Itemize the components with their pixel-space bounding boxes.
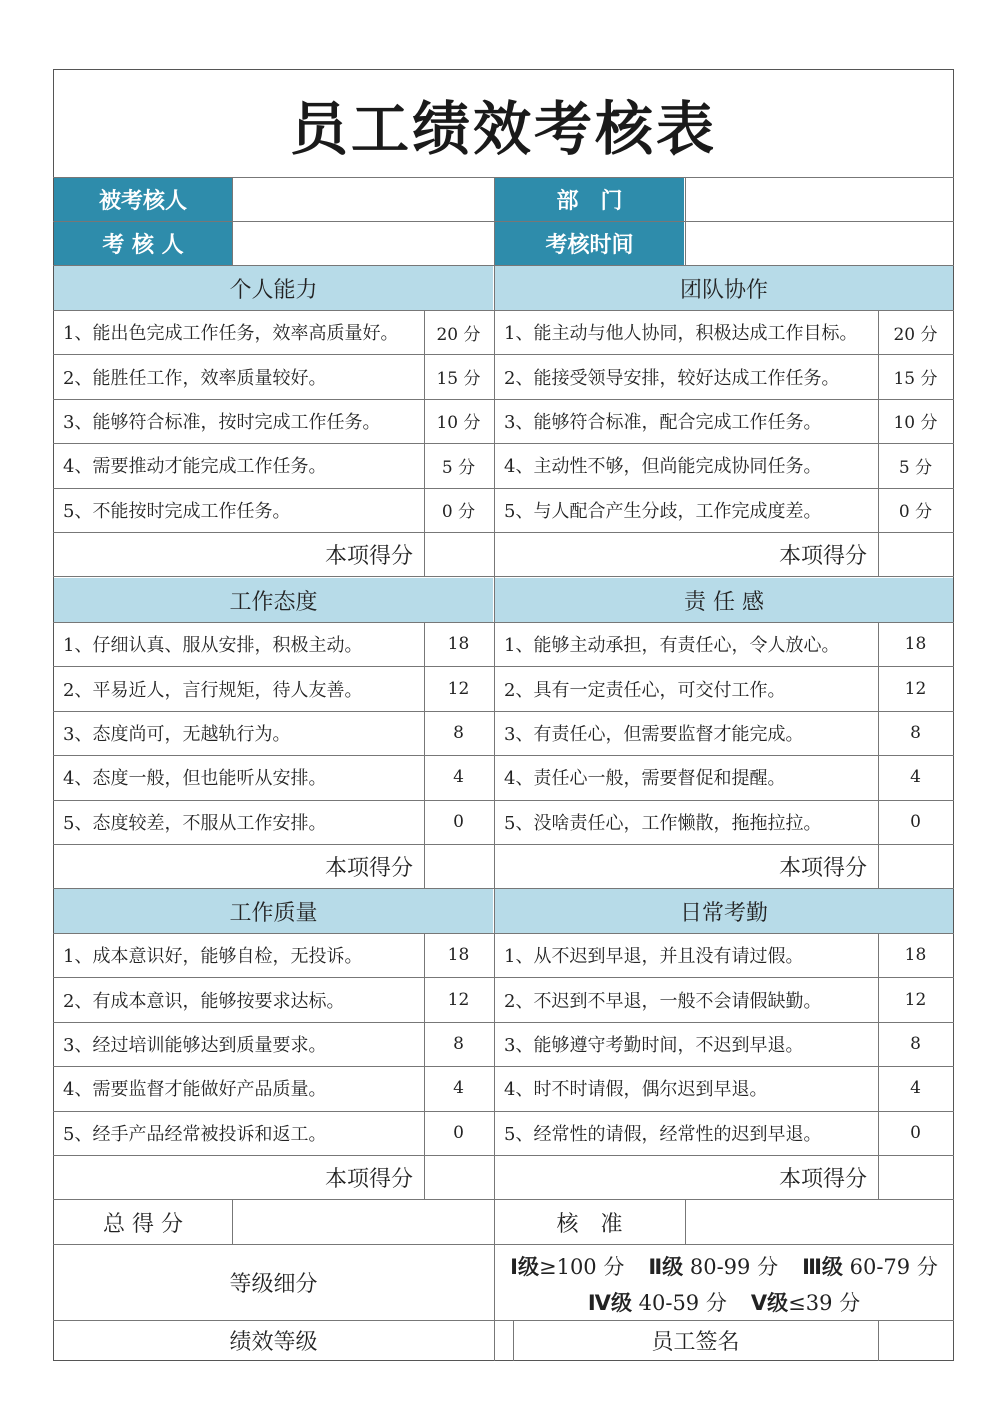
- row-divider: [53, 622, 954, 623]
- column-divider: [878, 310, 879, 576]
- criteria-score: 5 分: [441, 457, 476, 478]
- row-divider: [53, 221, 954, 222]
- reviewee-label: 被考核人: [54, 178, 232, 221]
- row-divider: [53, 1111, 954, 1112]
- approval-input[interactable]: [686, 1200, 953, 1244]
- subtotal-score-input[interactable]: [424, 532, 493, 576]
- criteria-item: 2、不迟到不早退，一般不会请假缺勤。: [504, 990, 822, 1012]
- grade-breakdown-label: 等级细分: [229, 1271, 318, 1297]
- criteria-score: 10 分: [893, 413, 938, 434]
- criteria-item: 1、仔细认真、服从安排，积极主动。: [63, 635, 363, 657]
- row-divider: [53, 399, 954, 400]
- row-divider: [53, 711, 954, 712]
- employee-signature-input[interactable]: [878, 1320, 953, 1361]
- column-divider: [232, 1200, 233, 1244]
- column-divider: [513, 1320, 514, 1361]
- criteria-score: 0 分: [441, 502, 476, 523]
- criteria-score: 18: [447, 945, 470, 966]
- criteria-score: 18: [904, 945, 927, 966]
- reviewer-label: 考 核 人: [54, 222, 232, 265]
- criteria-item: 1、能出色完成工作任务，效率高质量好。: [63, 323, 399, 345]
- criteria-item: 1、从不迟到早退，并且没有请过假。: [504, 946, 804, 968]
- row-divider: [53, 1066, 954, 1067]
- criteria-score: 20 分: [893, 324, 938, 345]
- criteria-score: 10 分: [436, 413, 481, 434]
- criteria-item: 5、与人配合产生分歧，工作完成度差。: [504, 500, 822, 522]
- approval-label: 核 准: [556, 1211, 623, 1237]
- section-header: 责 任 感: [495, 578, 953, 622]
- review-time-input[interactable]: [686, 222, 953, 265]
- criteria-item: 4、需要推动才能完成工作任务。: [63, 456, 327, 478]
- column-divider: [494, 177, 495, 1361]
- criteria-item: 4、态度一般，但也能听从安排。: [63, 768, 327, 790]
- column-divider: [424, 933, 425, 1199]
- grade-4: Ⅳ级 40-59 分: [587, 1291, 727, 1315]
- criteria-score: 12: [904, 678, 927, 699]
- subtotal-label: 本项得分: [324, 855, 413, 881]
- row-divider: [53, 354, 954, 355]
- grade-2: Ⅱ级 80-99 分: [648, 1255, 779, 1279]
- criteria-item: 5、经手产品经常被投诉和返工。: [63, 1123, 327, 1145]
- row-divider: [53, 265, 954, 266]
- criteria-item: 2、能接受领导安排，较好达成工作任务。: [504, 367, 840, 389]
- subtotal-score-input[interactable]: [878, 844, 953, 888]
- page-title: 员工绩效考核表: [289, 95, 717, 163]
- criteria-item: 3、能够遵守考勤时间，不迟到早退。: [504, 1034, 804, 1056]
- subtotal-score-input[interactable]: [424, 1155, 493, 1199]
- department-input[interactable]: [686, 178, 953, 221]
- row-divider: [53, 532, 954, 533]
- row-divider: [53, 844, 954, 845]
- criteria-score: 18: [904, 634, 927, 655]
- criteria-score: 4: [453, 767, 464, 788]
- row-divider: [53, 666, 954, 667]
- row-divider: [53, 488, 954, 489]
- section-header: 团队协作: [495, 266, 953, 310]
- criteria-item: 2、具有一定责任心，可交付工作。: [504, 679, 786, 701]
- row-divider: [53, 1320, 954, 1321]
- criteria-score: 15 分: [436, 369, 481, 390]
- row-divider: [53, 443, 954, 444]
- employee-signature-label: 员工签名: [651, 1330, 740, 1355]
- section-header: 工作质量: [54, 889, 493, 933]
- criteria-score: 4: [453, 1078, 464, 1099]
- department-label: 部 门: [495, 178, 684, 221]
- review-time-label: 考核时间: [495, 222, 684, 265]
- criteria-score: 18: [447, 634, 470, 655]
- column-divider: [685, 1200, 686, 1244]
- criteria-score: 12: [904, 989, 927, 1010]
- row-divider: [53, 1199, 954, 1200]
- criteria-item: 4、责任心一般，需要督促和提醒。: [504, 768, 786, 790]
- grade-line-1: [495, 1248, 953, 1284]
- criteria-item: 5、经常性的请假，经常性的迟到早退。: [504, 1123, 822, 1145]
- criteria-score: 8: [453, 722, 464, 743]
- grade-1: Ⅰ级≥100 分: [510, 1255, 625, 1279]
- grade-line-2: [495, 1284, 953, 1320]
- subtotal-label: 本项得分: [778, 1166, 867, 1192]
- column-divider: [424, 310, 425, 576]
- column-divider: [232, 177, 233, 265]
- row-divider: [53, 310, 954, 311]
- criteria-item: 2、平易近人，言行规矩，待人友善。: [63, 679, 363, 701]
- criteria-score: 0: [910, 1122, 921, 1143]
- criteria-score: 8: [910, 1033, 921, 1054]
- row-divider: [53, 576, 954, 577]
- criteria-score: 0: [453, 1122, 464, 1143]
- criteria-item: 4、需要监督才能做好产品质量。: [63, 1079, 327, 1101]
- row-divider: [53, 888, 954, 889]
- subtotal-score-input[interactable]: [878, 532, 953, 576]
- performance-grade-input[interactable]: [495, 1320, 513, 1361]
- subtotal-label: 本项得分: [778, 543, 867, 569]
- section-header: 个人能力: [54, 266, 493, 310]
- section-header: 工作态度: [54, 578, 493, 622]
- row-divider: [53, 177, 954, 178]
- total-score-input[interactable]: [233, 1200, 493, 1244]
- criteria-score: 5 分: [898, 457, 933, 478]
- criteria-score: 4: [910, 767, 921, 788]
- criteria-item: 4、主动性不够，但尚能完成协同任务。: [504, 456, 822, 478]
- column-divider: [424, 622, 425, 888]
- criteria-item: 3、能够符合标准，按时完成工作任务。: [63, 411, 381, 433]
- criteria-item: 2、有成本意识，能够按要求达标。: [63, 990, 345, 1012]
- row-divider: [53, 1155, 954, 1156]
- subtotal-label: 本项得分: [324, 543, 413, 569]
- criteria-item: 3、能够符合标准，配合完成工作任务。: [504, 411, 822, 433]
- column-divider: [878, 933, 879, 1199]
- performance-grade-label: 绩效等级: [229, 1330, 318, 1355]
- criteria-score: 12: [447, 678, 470, 699]
- criteria-item: 1、能够主动承担，有责任心，令人放心。: [504, 635, 840, 657]
- criteria-score: 4: [910, 1078, 921, 1099]
- criteria-score: 0 分: [898, 502, 933, 523]
- row-divider: [53, 933, 954, 934]
- criteria-item: 3、有责任心，但需要监督才能完成。: [504, 723, 804, 745]
- column-divider: [878, 1320, 879, 1361]
- criteria-item: 3、经过培训能够达到质量要求。: [63, 1034, 327, 1056]
- criteria-score: 15 分: [893, 369, 938, 390]
- subtotal-label: 本项得分: [778, 855, 867, 881]
- row-divider: [53, 800, 954, 801]
- criteria-item: 1、能主动与他人协同，积极达成工作目标。: [504, 323, 858, 345]
- criteria-score: 8: [910, 722, 921, 743]
- criteria-score: 0: [910, 811, 921, 832]
- reviewee-input[interactable]: [233, 178, 493, 221]
- row-divider: [53, 755, 954, 756]
- section-header: 日常考勤: [495, 889, 953, 933]
- criteria-score: 8: [453, 1033, 464, 1054]
- reviewer-input[interactable]: [233, 222, 493, 265]
- row-divider: [53, 1244, 954, 1245]
- subtotal-label: 本项得分: [324, 1166, 413, 1192]
- criteria-score: 20 分: [436, 324, 481, 345]
- criteria-item: 5、没啥责任心，工作懒散，拖拖拉拉。: [504, 812, 822, 834]
- criteria-score: 0: [453, 811, 464, 832]
- total-score-label: 总 得 分: [103, 1211, 183, 1237]
- column-divider: [685, 177, 686, 265]
- criteria-item: 5、不能按时完成工作任务。: [63, 500, 291, 522]
- criteria-score: 12: [447, 989, 470, 1010]
- subtotal-score-input[interactable]: [878, 1155, 953, 1199]
- column-divider: [878, 622, 879, 888]
- row-divider: [53, 977, 954, 978]
- subtotal-score-input[interactable]: [424, 844, 493, 888]
- row-divider: [53, 1022, 954, 1023]
- criteria-item: 4、时不时请假，偶尔迟到早退。: [504, 1079, 768, 1101]
- grade-3: Ⅲ级 60-79 分: [802, 1255, 938, 1279]
- grade-5: Ⅴ级≤39 分: [750, 1291, 861, 1315]
- criteria-item: 1、成本意识好，能够自检，无投诉。: [63, 946, 363, 968]
- criteria-item: 2、能胜任工作，效率质量较好。: [63, 367, 327, 389]
- criteria-item: 3、态度尚可，无越轨行为。: [63, 723, 291, 745]
- criteria-item: 5、态度较差，不服从工作安排。: [63, 812, 327, 834]
